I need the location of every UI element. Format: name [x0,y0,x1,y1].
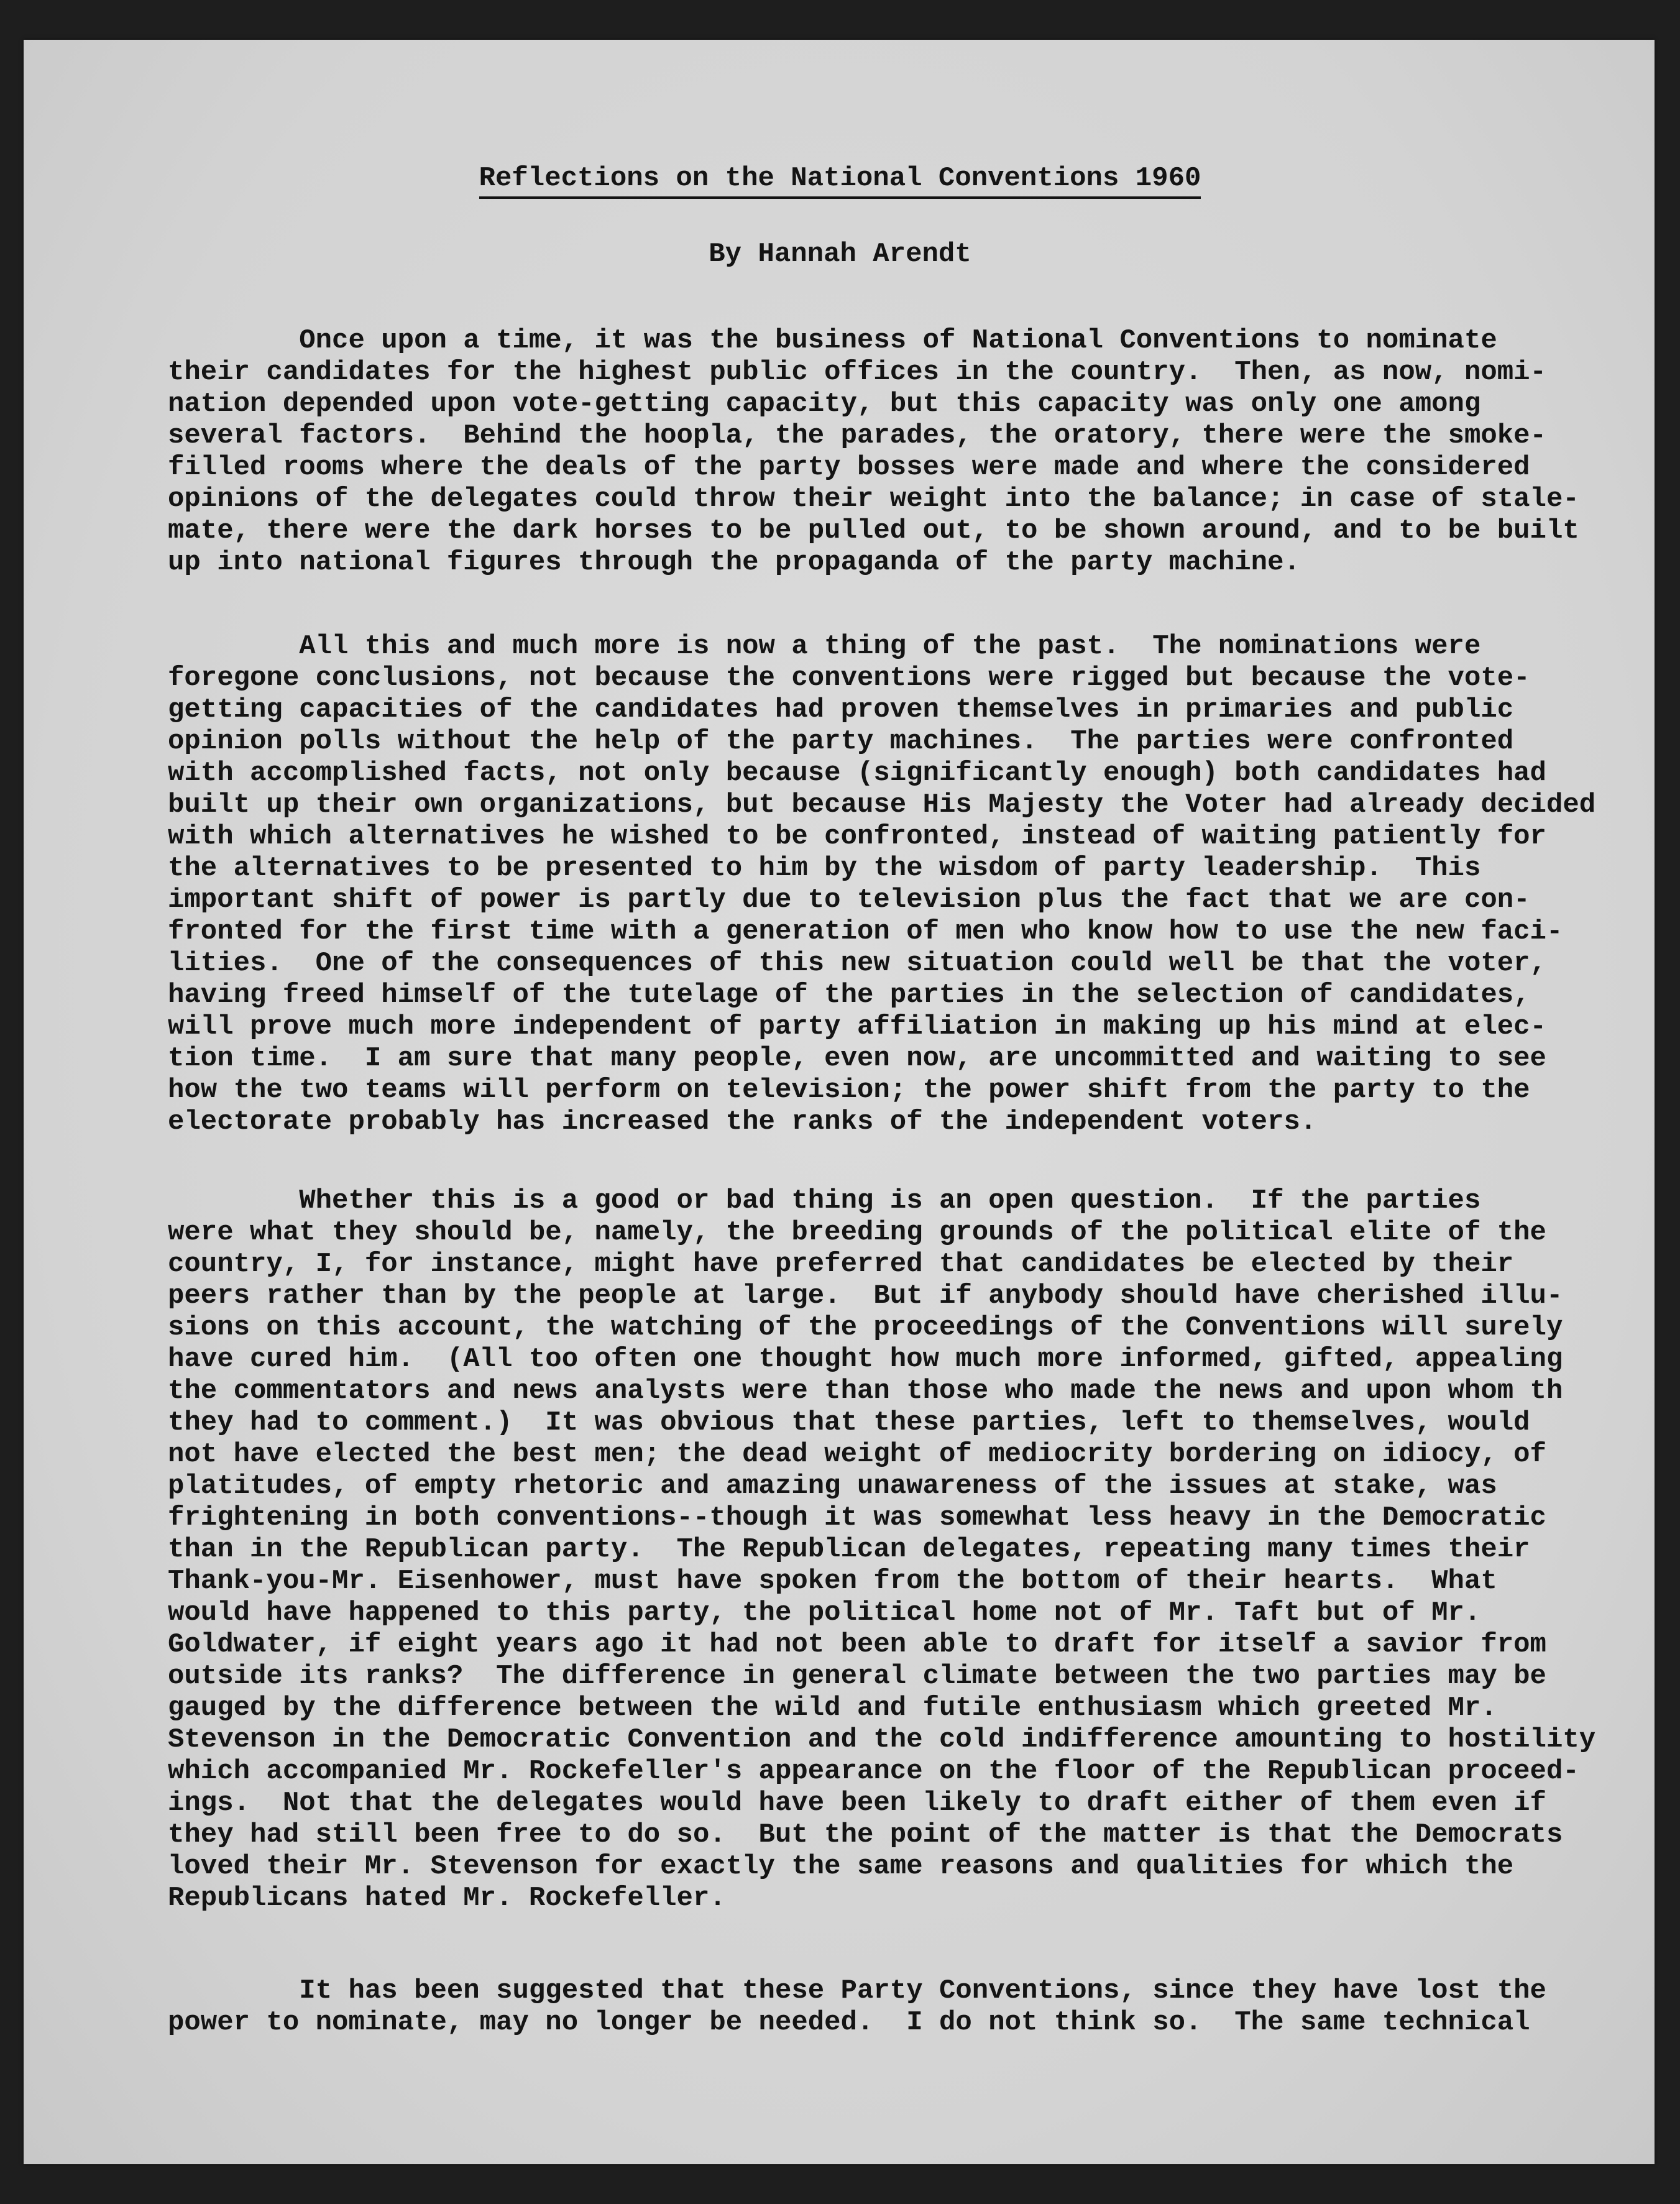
author-byline: By Hannah Arendt [709,239,971,270]
paragraph-1: Once upon a time, it was the business of National Conventions to nominate their candidates for the highest public offices in the country. Then, as now, nomi- nation depended upon vote-getting capacity, but this capacity was only one among several factors. Behind the hoopla, the parades, the oratory, there were the smoke- filled rooms where the deals of the party bosses were made and where the considered opinions of the delegates could throw their weight into the balance; in case of stale- mate, there were the dark horses to be pulled out, to be shown around, and to be built up into national figures through the propaganda of the party machine. [168,325,1579,578]
document-title-text: Reflections on the National Conventions 1960 [479,163,1201,199]
paragraph-3: Whether this is a good or bad thing is an open question. If the parties were what they should be, namely, the breeding grounds of the political elite of the country, I, for instance, might have preferred that candidates be elected by their peers rather than by the people at large. But if anybody should have cherished illu- sions on this account, the watching of the proceedings of the Conventions will surely have cured him. (All too often one thought how much more informed, gifted, appealing the commentators and news analysts were than those who made the news and upon whom th they had to comment.) It was obvious that these parties, left to themselves, would not have elected the best men; the dead weight of mediocrity bordering on idiocy, of platitudes, of empty rhetoric and amazing unawareness of the issues at stake, was frightening in both conventions--though it was somewhat less heavy in the Democratic than in the Republican party. The Republican delegates, repeating many times their Thank-you-Mr. Eisenhower, must have spoken from the bottom of their hearts. What would have happened to this party, the political home not of Mr. Taft but of Mr. Goldwater, if eight years ago it had not been able to draft for itself a savior from outside its ranks? The difference in general climate between the two parties may be gauged by the difference between the wild and futile enthusiasm which greeted Mr. Stevenson in the Democratic Convention and the cold indifference amounting to hostility which accompanied Mr. Rockefeller's appearance on the floor of the Republican proceed- ings. Not that the delegates would have been likely to draft either of them even if they had still been free to do so. But the point of the matter is that the Democrats loved their Mr. Stevenson for exactly the same reasons and qualities for which the Republicans hated Mr. Rockefeller. [168,1185,1596,1914]
paragraph-4: It has been suggested that these Party Conventions, since they have lost the power to nominate, may no longer be needed. I do not think so. The same technical [168,1975,1546,2038]
paragraph-2: All this and much more is now a thing of the past. The nominations were foregone conclusions, not because the conventions were rigged but because the vote- getting capacities of the candidates had proven themselves in primaries and public opinion polls without the help of the party machines. The parties were confronted with accomplished facts, not only because (significantly enough) both candidates had built up their own organizations, but because His Majesty the Voter had already decided with which alternatives he wished to be confronted, instead of waiting patiently for the alternatives to be presented to him by the wisdom of party leadership. This important shift of power is partly due to television plus the fact that we are con- fronted for the first time with a generation of men who know how to use the new faci- lities. One of the consequences of this new situation could well be that the voter, having freed himself of the tutelage of the parties in the selection of candidates, will prove much more independent of party affiliation in making up his mind at elec- tion time. I am sure that many people, even now, are uncommitted and waiting to see how the two teams will perform on television; the power shift from the party to the electorate probably has increased the ranks of the independent voters. [168,631,1596,1137]
document-title [0,163,1680,194]
